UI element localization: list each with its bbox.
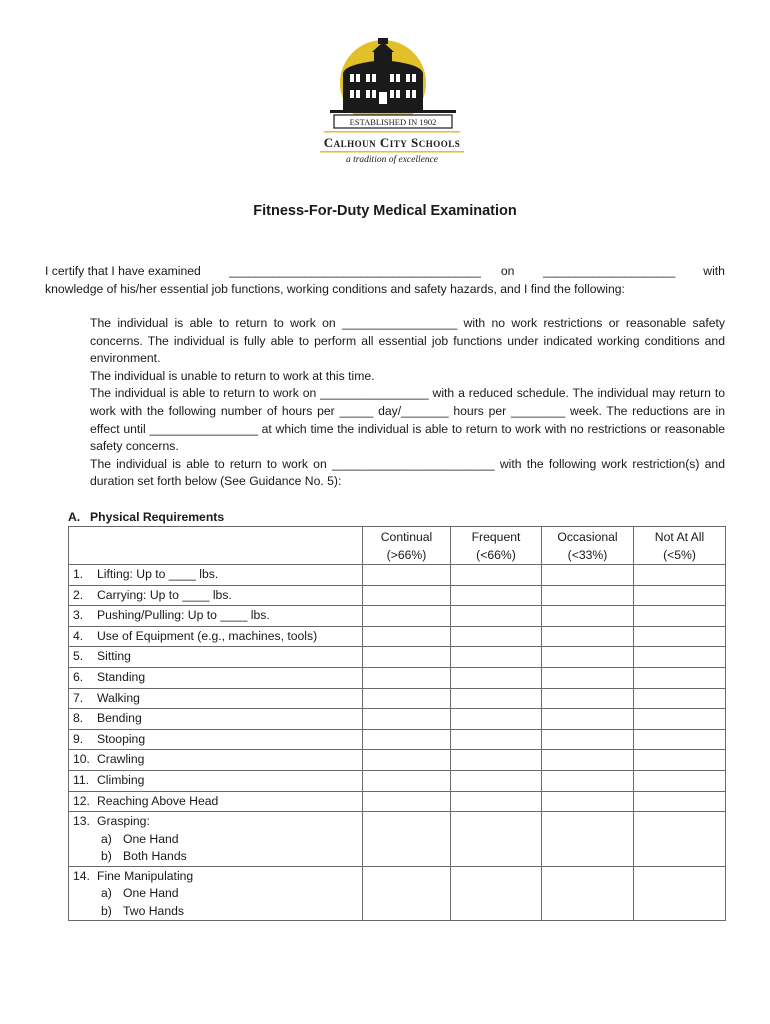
requirement-8-occasional-cell[interactable]: [542, 709, 634, 730]
sub-requirement-text: One Hand: [123, 831, 179, 846]
requirement-11-not-at-all-cell[interactable]: [634, 770, 726, 791]
requirement-label: [69, 791, 363, 812]
requirement-number: 1.: [73, 567, 84, 581]
table-row: [69, 812, 726, 867]
requirement-4-continual-cell[interactable]: [363, 626, 451, 647]
physical-requirements-table: [68, 526, 726, 921]
requirement-number: 13.: [73, 814, 90, 829]
sub-requirement-letter: a): [101, 886, 112, 901]
requirement-9-not-at-all-cell[interactable]: [634, 729, 726, 750]
requirement-label: [69, 626, 363, 647]
requirement-text: Crawling: [97, 752, 145, 767]
on-label: on: [500, 264, 515, 278]
certify-prefix: I certify that I have examined: [45, 264, 201, 278]
table-row: [69, 565, 726, 586]
table-row: [69, 729, 726, 750]
requirement-6-occasional-cell[interactable]: [542, 667, 634, 688]
sub-requirement-letter: b): [101, 903, 112, 918]
requirement-4-occasional-cell[interactable]: [542, 626, 634, 647]
logo-tagline: a tradition of excellence: [345, 155, 439, 165]
header-blank-cell: [69, 527, 363, 565]
requirement-7-frequent-cell[interactable]: [451, 688, 542, 709]
examination-date-blank[interactable]: _____________________: [542, 264, 675, 278]
column-frequent: Frequent (<66%): [451, 527, 542, 565]
certification-paragraph: [45, 262, 725, 298]
requirement-10-not-at-all-cell[interactable]: [634, 750, 726, 771]
requirement-12-not-at-all-cell[interactable]: [634, 791, 726, 812]
section-a-heading: [68, 510, 224, 524]
option-work-restrictions[interactable]: The individual is able to return to work on ________________________ with the following work restriction(s) and duration set forth below (See Guidance No. 5):: [90, 456, 725, 489]
fine-continual-cell[interactable]: [363, 866, 451, 921]
grasping-occasional-cell[interactable]: [542, 812, 634, 867]
fine-requirement-label: [69, 866, 363, 921]
requirement-number: 3.: [73, 608, 84, 623]
requirement-number: 7.: [73, 690, 84, 705]
fine-frequent-cell[interactable]: [451, 866, 542, 921]
requirement-label: [69, 647, 363, 668]
requirement-7-not-at-all-cell[interactable]: [634, 688, 726, 709]
requirement-text: Sitting: [97, 649, 131, 664]
option-no-restrictions[interactable]: The individual is able to return to work on _________________ with no work restrictions or reasonable safety concerns. The individual is fully able to perform all essential job functions under indicated working conditions and environment.: [90, 316, 725, 366]
requirement-9-continual-cell[interactable]: [363, 729, 451, 750]
column-occasional: Occasional (<33%): [542, 527, 634, 565]
calhoun-city-schools-logo: [310, 38, 475, 168]
sub-requirement: [73, 848, 362, 866]
schoolhouse-logo-icon: [310, 38, 475, 168]
fine-occasional-cell[interactable]: [542, 866, 634, 921]
requirement-text: Pushing/Pulling: Up to ____ lbs.: [97, 608, 270, 623]
requirement-text: Climbing: [97, 772, 145, 787]
requirement-text: Lifting: Up to ____ lbs.: [97, 567, 219, 581]
requirement-9-occasional-cell[interactable]: [542, 729, 634, 750]
requirement-number: 5.: [73, 649, 84, 664]
logo-school-name: Calhoun City Schools: [323, 135, 461, 150]
requirement-11-continual-cell[interactable]: [363, 770, 451, 791]
requirement-4-not-at-all-cell[interactable]: [634, 626, 726, 647]
requirement-label: [69, 770, 363, 791]
requirement-number: 9.: [73, 731, 84, 746]
requirement-5-frequent-cell[interactable]: [451, 647, 542, 668]
requirement-12-frequent-cell[interactable]: [451, 791, 542, 812]
requirement-label: [69, 709, 363, 730]
requirement-1-continual-cell[interactable]: [363, 565, 451, 586]
requirement-label: [69, 729, 363, 750]
table-row: [69, 606, 726, 627]
grasping-continual-cell[interactable]: [363, 812, 451, 867]
table-header-row: [69, 527, 726, 565]
requirement-text: Fine Manipulating: [97, 868, 194, 883]
requirement-6-frequent-cell[interactable]: [451, 667, 542, 688]
requirement-label: [69, 688, 363, 709]
table-row: [69, 585, 726, 606]
column-continual: Continual (>66%): [363, 527, 451, 565]
requirement-3-occasional-cell[interactable]: [542, 606, 634, 627]
sub-requirement-text: Both Hands: [123, 849, 187, 864]
requirement-text: Bending: [97, 711, 142, 726]
sub-requirement-letter: a): [101, 831, 112, 846]
requirement-6-not-at-all-cell[interactable]: [634, 667, 726, 688]
requirement-8-frequent-cell[interactable]: [451, 709, 542, 730]
sub-requirement: [73, 831, 362, 849]
requirement-7-continual-cell[interactable]: [363, 688, 451, 709]
requirement-3-continual-cell[interactable]: [363, 606, 451, 627]
sub-requirement-text: Two Hands: [123, 903, 184, 918]
requirement-8-not-at-all-cell[interactable]: [634, 709, 726, 730]
requirement-text: Use of Equipment (e.g., machines, tools): [97, 628, 318, 643]
requirement-10-occasional-cell[interactable]: [542, 750, 634, 771]
requirement-number: 6.: [73, 669, 84, 684]
certification-line-2: knowledge of his/her essential job functions, working conditions and safety hazards, and I find the following:: [45, 282, 625, 296]
requirement-1-not-at-all-cell[interactable]: [634, 565, 726, 586]
requirement-5-occasional-cell[interactable]: [542, 647, 634, 668]
requirement-12-continual-cell[interactable]: [363, 791, 451, 812]
table-row: [69, 667, 726, 688]
requirement-text: Reaching Above Head: [97, 793, 219, 808]
fine-not-at-all-cell[interactable]: [634, 866, 726, 921]
option-reduced-schedule[interactable]: The individual is able to return to work on ________________ with a reduced schedule. The individual may return to work with the following number of hours per _____ day/_______ hours per ________ week. The reductions are in effect until ________________ at which time the individual is able to return to work with no restrictions or reasonable safety concerns.: [90, 386, 725, 454]
table-row: [69, 688, 726, 709]
table-row: [69, 709, 726, 730]
requirement-text: Stooping: [97, 731, 146, 746]
requirement-4-frequent-cell[interactable]: [451, 626, 542, 647]
requirement-number: 14.: [73, 868, 90, 883]
sub-requirement-text: One Hand: [123, 886, 179, 901]
return-to-work-options: [90, 315, 725, 491]
requirement-2-not-at-all-cell[interactable]: [634, 585, 726, 606]
requirement-label: [69, 565, 363, 586]
requirement-10-continual-cell[interactable]: [363, 750, 451, 771]
examined-name-blank[interactable]: ________________________________________: [229, 264, 481, 278]
sub-requirement: [73, 903, 362, 921]
requirement-label: [69, 606, 363, 627]
requirement-5-not-at-all-cell[interactable]: [634, 647, 726, 668]
sub-requirement: [73, 885, 362, 903]
requirement-text: Standing: [97, 669, 146, 684]
table-row: [69, 866, 726, 921]
requirement-10-frequent-cell[interactable]: [451, 750, 542, 771]
requirement-1-frequent-cell[interactable]: [451, 565, 542, 586]
requirement-number: 8.: [73, 711, 84, 726]
requirement-2-frequent-cell[interactable]: [451, 585, 542, 606]
requirement-11-frequent-cell[interactable]: [451, 770, 542, 791]
requirement-number: 12.: [73, 793, 90, 808]
requirement-number: 11.: [73, 772, 90, 787]
requirement-1-occasional-cell[interactable]: [542, 565, 634, 586]
grasping-not-at-all-cell[interactable]: [634, 812, 726, 867]
section-a-title: Physical Requirements: [90, 510, 225, 524]
requirement-label: [69, 667, 363, 688]
column-not-at-all: Not At All (<5%): [634, 527, 726, 565]
document-title: Fitness-For-Duty Medical Examination: [253, 203, 517, 219]
logo-established-text: ESTABLISHED IN 1902: [349, 117, 437, 127]
requirement-number: 4.: [73, 628, 84, 643]
requirement-3-frequent-cell[interactable]: [451, 606, 542, 627]
certification-line-1: [45, 262, 725, 280]
requirement-number: 2.: [73, 587, 84, 602]
grasping-requirement-label: [69, 812, 363, 867]
table-row: [69, 626, 726, 647]
table-row: [69, 791, 726, 812]
requirement-9-frequent-cell[interactable]: [451, 729, 542, 750]
requirement-2-continual-cell[interactable]: [363, 585, 451, 606]
requirement-5-continual-cell[interactable]: [363, 647, 451, 668]
requirement-label: [69, 585, 363, 606]
requirement-11-occasional-cell[interactable]: [542, 770, 634, 791]
requirement-text: Grasping:: [97, 814, 150, 829]
grasping-frequent-cell[interactable]: [451, 812, 542, 867]
requirement-text: Walking: [97, 690, 140, 705]
requirement-8-continual-cell[interactable]: [363, 709, 451, 730]
section-a-letter: A.: [68, 510, 81, 524]
requirement-text: Carrying: Up to ____ lbs.: [97, 587, 232, 602]
table-row: [69, 750, 726, 771]
requirement-number: 10.: [73, 752, 90, 767]
option-unable-to-return[interactable]: The individual is unable to return to work at this time.: [90, 368, 375, 383]
requirement-3-not-at-all-cell[interactable]: [634, 606, 726, 627]
requirement-label: [69, 750, 363, 771]
sub-requirement-letter: b): [101, 849, 112, 864]
requirement-7-occasional-cell[interactable]: [542, 688, 634, 709]
table-row: [69, 647, 726, 668]
requirement-12-occasional-cell[interactable]: [542, 791, 634, 812]
table-row: [69, 770, 726, 791]
requirement-2-occasional-cell[interactable]: [542, 585, 634, 606]
requirement-6-continual-cell[interactable]: [363, 667, 451, 688]
with-label: with: [703, 264, 725, 278]
